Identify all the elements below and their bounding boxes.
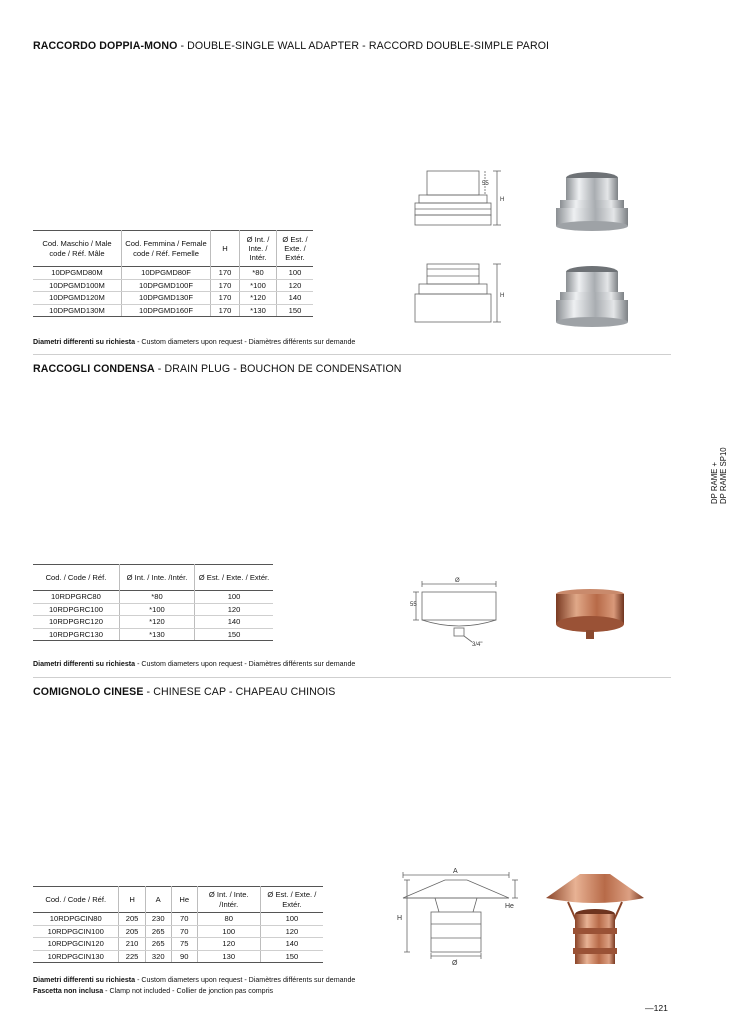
table-cell: 225	[119, 950, 145, 963]
note-bold: Diametri differenti su richiesta	[33, 338, 136, 346]
table-cell: *80	[119, 591, 194, 604]
table-cell: 10RDPGRC100	[33, 603, 119, 616]
chinese-cap-spec-table	[33, 886, 323, 963]
adapter-technical-drawing	[405, 165, 515, 330]
table-cell: 265	[145, 938, 171, 951]
table-cell: *120	[119, 616, 194, 629]
custom-diameter-note	[33, 976, 355, 984]
table-cell: 230	[145, 913, 171, 926]
table-header-row	[33, 887, 323, 913]
table-row	[33, 938, 323, 951]
drain-plug-spec-table	[33, 564, 273, 641]
section-title-drain-plug	[33, 363, 402, 375]
table-cell: 10DPGMD100M	[33, 279, 122, 292]
note-rest: - Custom diameters upon request - Diamètres différents sur demande	[135, 338, 356, 346]
dim-label-h: H	[500, 293, 505, 299]
table-cell: 10RDPGRC130	[33, 628, 119, 641]
table-cell: 10DPGMD100F	[122, 279, 211, 292]
header-cell: Cod. Maschio / Male code / Réf. Mâle	[42, 239, 112, 258]
table-cell: 10DPGMD80F	[122, 267, 211, 280]
drain-plug-product-photo	[552, 588, 632, 648]
table-row	[33, 591, 273, 604]
table-cell: 120	[260, 925, 323, 938]
dim-label-diameter: Ø	[455, 578, 460, 584]
table-row	[33, 628, 273, 641]
table-cell: 140	[195, 616, 273, 629]
table-cell: *80	[240, 267, 277, 280]
note-bold: Fascetta non inclusa	[33, 987, 104, 995]
dim-label-thread: 3/4"	[472, 642, 483, 648]
table-cell: 10DPGMD130F	[122, 292, 211, 305]
side-tab-line1: DP RAME +	[710, 461, 719, 504]
table-cell: 90	[171, 950, 197, 963]
table-cell: 150	[260, 950, 323, 963]
note-bold: Diametri differenti su richiesta	[33, 976, 136, 984]
table-row	[33, 913, 323, 926]
table-cell: 10DPGMD160F	[122, 304, 211, 317]
header-cell: Ø Int. / Inte. /Intér.	[119, 565, 194, 591]
table-row	[33, 279, 313, 292]
table-cell: 170	[211, 279, 240, 292]
section-title-bold: COMIGNOLO CINESE	[33, 686, 144, 698]
table-cell: 10RDPGCIN120	[33, 938, 119, 951]
section-title-rest: - DRAIN PLUG - BOUCHON DE CONDENSATION	[154, 363, 402, 375]
header-cell: Cod. / Code / Réf.	[45, 572, 107, 582]
dim-label-h: H	[500, 197, 505, 203]
custom-diameter-note	[33, 338, 355, 346]
table-cell: 10DPGMD130M	[33, 304, 122, 317]
drain-plug-technical-drawing	[410, 574, 510, 649]
table-row	[33, 304, 313, 317]
dim-label-a: A	[453, 868, 458, 875]
header-cell: H	[119, 887, 145, 913]
table-cell: *130	[240, 304, 277, 317]
header-cell: Ø Int. / Inte. / Intér.	[240, 231, 277, 267]
table-cell: 170	[211, 304, 240, 317]
chinese-cap-product-photo	[540, 868, 650, 973]
adapter-product-photo	[548, 165, 638, 335]
side-tab-line2: DP RAME SP10	[719, 447, 728, 504]
table-cell: 100	[260, 913, 323, 926]
table-cell: *120	[240, 292, 277, 305]
table-cell: 205	[119, 925, 145, 938]
table-row	[33, 950, 323, 963]
table-row	[33, 267, 313, 280]
note-bold: Diametri differenti su richiesta	[33, 660, 136, 668]
header-cell: Ø Est. / Exte. / Extér.	[260, 887, 323, 913]
table-cell: 70	[171, 913, 197, 926]
chinese-cap-technical-drawing	[395, 864, 520, 969]
section-title-chinese-cap	[33, 686, 335, 698]
section-title-bold: RACCOGLI CONDENSA	[33, 363, 155, 375]
side-tab-label	[704, 442, 734, 512]
header-cell: Ø Est. / Exte. / Extér.	[195, 565, 273, 591]
table-cell: 10RDPGCIN130	[33, 950, 119, 963]
table-header-row	[33, 231, 313, 267]
header-cell: Cod. Femmina / Female code / Réf. Femelle	[122, 231, 211, 267]
header-cell: A	[145, 887, 171, 913]
table-cell: 120	[277, 279, 314, 292]
table-row	[33, 616, 273, 629]
table-cell: 120	[197, 938, 260, 951]
header-cell: He	[171, 887, 197, 913]
clamp-note	[33, 987, 273, 995]
section-title-rest: - CHINESE CAP - CHAPEAU CHINOIS	[143, 686, 336, 698]
note-rest: - Custom diameters upon request - Diamètres différents sur demande	[135, 976, 356, 984]
section-title-bold: RACCORDO DOPPIA-MONO	[33, 40, 178, 52]
header-cell: H	[211, 231, 240, 267]
table-cell: 70	[171, 925, 197, 938]
table-cell: 10DPGMD80M	[33, 267, 122, 280]
table-cell: 170	[211, 292, 240, 305]
table-cell: 100	[277, 267, 314, 280]
header-cell: Cod. / Code / Réf.	[45, 894, 107, 904]
table-header-row	[33, 565, 273, 591]
section-divider	[33, 677, 671, 678]
table-cell: 130	[197, 950, 260, 963]
table-cell: 10RDPGCIN100	[33, 925, 119, 938]
table-cell: 80	[197, 913, 260, 926]
dim-label-he: He	[505, 903, 514, 910]
table-cell: 210	[119, 938, 145, 951]
table-cell: *100	[240, 279, 277, 292]
table-cell: 140	[260, 938, 323, 951]
note-rest: - Custom diameters upon request - Diamètres différents sur demande	[135, 660, 356, 668]
header-cell: Ø Est. / Exte. / Extér.	[277, 231, 314, 267]
page-number: —121	[645, 1003, 668, 1013]
dim-label-h: H	[397, 915, 403, 922]
section-title-adapter	[33, 40, 549, 52]
table-cell: 170	[211, 267, 240, 280]
table-cell: *130	[119, 628, 194, 641]
table-cell: 140	[277, 292, 314, 305]
table-cell: 100	[197, 925, 260, 938]
table-cell: 10DPGMD120M	[33, 292, 122, 305]
table-cell: 150	[277, 304, 314, 317]
dim-label-55: 55	[410, 602, 417, 608]
adapter-spec-table	[33, 230, 313, 317]
header-cell: Ø Int. / Inte. /Intér.	[197, 887, 260, 913]
table-cell: 10RDPGRC80	[33, 591, 119, 604]
table-row	[33, 292, 313, 305]
custom-diameter-note	[33, 660, 355, 668]
table-cell: 10RDPGCIN80	[33, 913, 119, 926]
table-cell: 150	[195, 628, 273, 641]
table-cell: 265	[145, 925, 171, 938]
table-cell: 75	[171, 938, 197, 951]
table-cell: 100	[195, 591, 273, 604]
note-rest: - Clamp not included - Collier de jonction pas compris	[103, 987, 274, 995]
table-cell: 320	[145, 950, 171, 963]
dim-label-diameter: Ø	[452, 960, 458, 967]
dim-label-55: 55	[482, 181, 489, 187]
table-cell: 205	[119, 913, 145, 926]
section-divider	[33, 354, 671, 355]
table-row	[33, 603, 273, 616]
table-cell: *100	[119, 603, 194, 616]
table-cell: 120	[195, 603, 273, 616]
table-row	[33, 925, 323, 938]
section-title-rest: - DOUBLE-SINGLE WALL ADAPTER - RACCORD DOUBLE-SIMPLE PAROI	[177, 40, 550, 52]
table-cell: 10RDPGRC120	[33, 616, 119, 629]
